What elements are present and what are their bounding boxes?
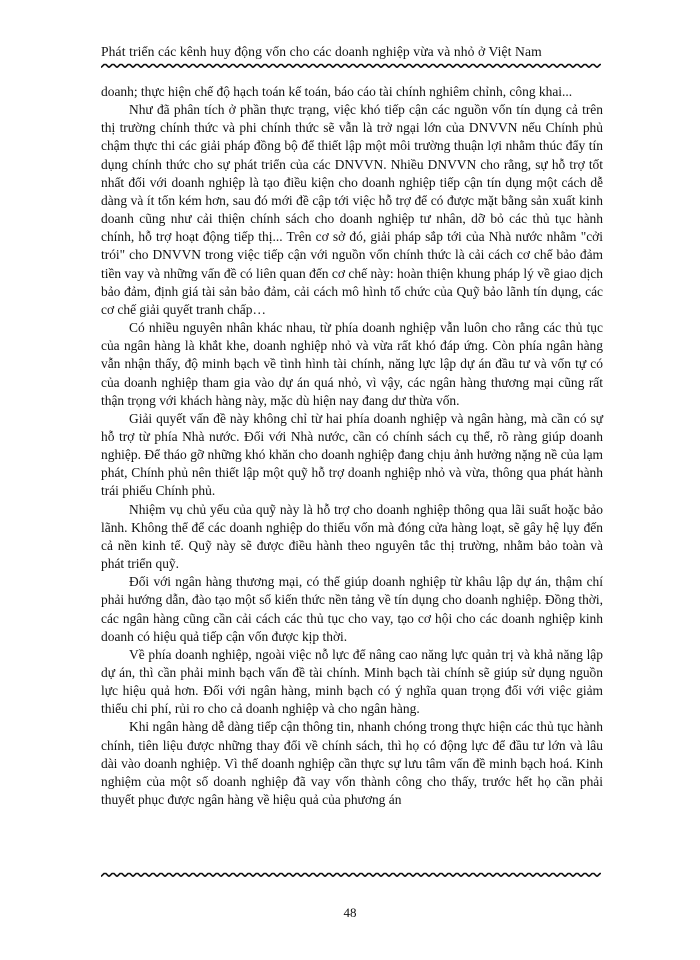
paragraph: Đối với ngân hàng thương mại, có thể giúp doanh nghiệp từ khâu lập dự án, thậm chí phải hướng dẫn, đào tạo một số kiến thức nền tảng về tín dụng cho doanh nghiệp. Đồng thời, các ngân hàng cũng cần cải cách các thủ tục cho vay, tạo cơ hội cho các doanh nghiệp kinh doanh có hiệu quả tiếp cận vốn được kịp thời. [101,574,603,644]
paragraph: Khi ngân hàng dễ dàng tiếp cận thông tin, nhanh chóng trong thực hiện các thủ tục hành chính, tiên liệu được những thay đổi về chính sách, thì họ có động lực để đầu tư lớn và lâu dài vào doanh nghiệp. Vì thế doanh nghiệp cần thực sự lưu tâm vấn đề minh bạch hoá. Kinh nghiệm của một số doanh nghiệp đã vay vốn thành công cho thấy, trước hết họ cần phải thuyết phục được ngân hàng về hiệu quả của phương án [101,719,603,808]
header-divider [101,63,601,69]
paragraph: Có nhiều nguyên nhân khác nhau, từ phía doanh nghiệp vẫn luôn cho rằng các thủ tục của ngân hàng là khắt khe, doanh nghiệp nhỏ và vừa rất khó đáp ứng. Còn phía ngân hàng vẫn nhận thấy, độ minh bạch về tình hình tài chính, năng lực lập dự án đầu tư và vốn tự có của doanh nghiệp tham gia vào dự án quá nhỏ, vì vậy, các ngân hàng thương mại cũng rất thận trọng với khách hàng này, mặc dù hiện nay đang dư thừa vốn. [101,320,603,408]
body-text [101,83,603,809]
paragraph: Nhiệm vụ chủ yếu của quỹ này là hỗ trợ cho doanh nghiệp thông qua lãi suất hoặc bảo lãnh. Không thể để các doanh nghiệp do thiếu vốn mà đóng cửa hàng loạt, sẽ gây hệ lụy đến cả nền kinh tế. Quỹ này sẽ được điều hành theo nguyên tắc thị trường, nhằm bảo toàn và phát triển quỹ. [101,501,603,572]
paragraph-continued: doanh; thực hiện chế độ hạch toán kế toán, báo cáo tài chính nghiêm chỉnh, công khai... [101,84,573,99]
paragraph: Như đã phân tích ở phần thực trạng, việc khó tiếp cận các nguồn vốn tín dụng cả trên thị trường chính thức và phi chính thức sẽ vẫn là trở ngại lớn của DNVVN nếu Chính phủ chậm thực thi các giải pháp đồng bộ để thiết lập một môi trường thuận lợi nhằm thúc đẩy tín dụng chính thức cho sự phát triển của các DNVVN. Nhiều DNVVN cho rằng, sự hỗ trợ tốt nhất đối với doanh nghiệp là tạo điều kiện cho doanh nghiệp tiếp cận tín dụng một cách dễ dàng và ít tốn kém hơn, sau đó mới đề cập tới việc hỗ trợ để có được mặt bằng sản xuất kinh doanh cũng như cải thiện chính sách cho doanh nghiệp tư nhân, dỡ bỏ các thủ tục hành chính, hỗ trợ hoạt động tiếp thị... Trên cơ sở đó, giải pháp sắp tới của Nhà nước nhằm "cởi trói" cho DNVVN trong việc tiếp cận với nguồn vốn chính thức là cải cách cơ chế bảo đảm tiền vay và những vấn đề có liên quan đến cơ chế này: hoàn thiện khung pháp lý về giao dịch bảo đảm, định giá tài sản bảo đảm, cải cách mô hình tổ chức của Quỹ bảo lãnh tín dụng, các cơ chế giải quyết tranh chấp… [101,102,603,317]
paragraph: Giải quyết vấn đề này không chỉ từ hai phía doanh nghiệp và ngân hàng, mà cần có sự hỗ trợ từ phía Nhà nước. Đối với Nhà nước, cần có chính sách cụ thể, rõ ràng giúp doanh nghiệp. Để tháo gỡ những khó khăn cho doanh nghiệp đang chịu ảnh hưởng nặng nề của lạm phát, Chính phủ nên thiết lập một quỹ hỗ trợ doanh nghiệp nhỏ và vừa, thông qua phát hành trái phiếu Chính phủ. [101,410,603,499]
footer-divider [101,872,601,878]
running-header-title: Phát triển các kênh huy động vốn cho các doanh nghiệp vừa và nhỏ ở Việt Nam [101,44,542,59]
paragraph: Về phía doanh nghiệp, ngoài việc nỗ lực để nâng cao năng lực quản trị và khả năng lập dự án, thì cần phải minh bạch vấn đề tài chính. Minh bạch tài chính sẽ giúp sử dụng nguồn lực hiệu quả hơn. Đối với ngân hàng, minh bạch có ý nghĩa quan trọng đối với việc giảm thiểu chi phí, rủi ro cho cả doanh nghiệp và cho ngân hàng. [101,646,603,717]
page-number: 48 [343,905,357,920]
